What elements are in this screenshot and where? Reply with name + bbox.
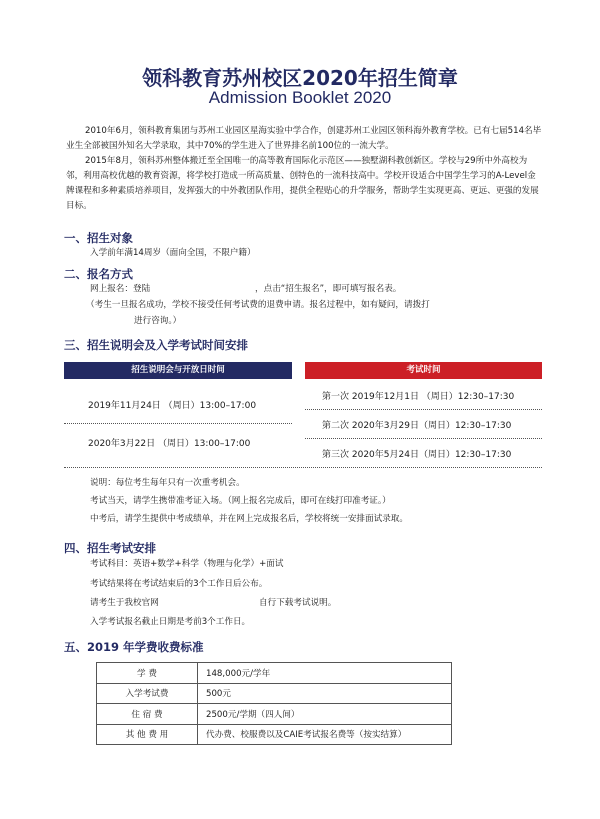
open-day-header: 招生说明会与开放日时间 — [64, 362, 292, 379]
divider — [64, 467, 542, 468]
section-4-line-3b: 自行下载考试说明。 — [259, 598, 337, 608]
divider — [305, 438, 542, 439]
table-row — [97, 683, 452, 704]
page-subtitle: Admission Booklet 2020 — [208, 88, 392, 107]
intro-paragraph-2: 2015年8月，领科苏州整体搬迁至全国唯一的高等教育国际化示范区——独墅湖科教创新区。学校与29所中外高校为邻，利用高校优越的教育资源，将学校打造成一所高质量、创特色的一流科技高中。学校开设适合中国学生学习的A-Level金牌课程和多种素质培养项目，发挥强大的中外教团队作用，提供全程贴心的升学服务，帮助学生实现更高、更远、更强的发展目标。 — [66, 156, 539, 211]
fee-label: 入学考试费 — [97, 683, 198, 704]
fee-value: 148,000元/学年 — [198, 663, 452, 684]
fee-value: 500元 — [198, 683, 452, 704]
table-row — [97, 663, 452, 684]
intro-text — [66, 124, 544, 214]
section-4-heading: 四、招生考试安排 — [64, 541, 156, 555]
page-title: 领科教育苏州校区2020年招生简章 — [142, 66, 458, 90]
table-row — [97, 704, 452, 725]
exam-1: 第一次 2019年12月1日 （周日）12:30–17:30 — [322, 392, 515, 402]
fee-value: 代办费、校服费以及CAIE考试报名费等（按实结算） — [198, 724, 452, 745]
section-2-line-3: 进行咨询。） — [134, 316, 182, 326]
section-1-heading: 一、招生对象 — [64, 231, 133, 245]
exam-2: 第二次 2020年3月29日（周日）12:30–17:30 — [322, 421, 512, 431]
section-5-heading: 五、2019 年学费收费标准 — [64, 640, 204, 654]
section-2-line-1a: 网上报名：登陆 — [90, 284, 151, 294]
section-4-line-3a: 请考生于我校官网 — [90, 598, 159, 608]
section-3-note-2: 考试当天，请学生携带准考证入场。（网上报名完成后，即可在线打印准考证。） — [90, 496, 391, 506]
section-2-heading: 二、报名方式 — [64, 267, 133, 281]
open-day-1: 2019年11月24日 （周日）13:00–17:00 — [88, 401, 257, 411]
section-3-note-1: 说明：每位考生每年只有一次重考机会。 — [90, 478, 245, 488]
section-3-heading: 三、招生说明会及入学考试时间安排 — [64, 338, 248, 352]
section-4-line-1: 考试科目：英语+数学+科学（物理与化学）+面试 — [90, 559, 284, 569]
section-3-note-3: 中考后，请学生提供中考成绩单，并在网上完成报名后，学校将统一安排面试录取。 — [90, 514, 408, 524]
section-2-line-1b: ，点击“招生报名”，即可填写报名表。 — [255, 284, 402, 294]
section-2-line-2: （考生一旦报名成功，学校不接受任何考试费的退费申请。报名过程中，如有疑问，请拨打 — [86, 300, 430, 310]
open-day-2: 2020年3月22日 （周日）13:00–17:00 — [88, 439, 251, 449]
fee-label: 其 他 费 用 — [97, 724, 198, 745]
divider — [305, 409, 542, 410]
intro-paragraph-1: 2010年6月，领科教育集团与苏州工业园区星海实验中学合作，创建苏州工业园区领科海外教育学校。已有七届514名毕业生全部被国外知名大学录取，其中70%的学生进入了世界排名前100位的一流大学。 — [66, 126, 542, 151]
fee-label: 住 宿 费 — [97, 704, 198, 725]
table-row — [97, 724, 452, 745]
section-4-line-2: 考试结果将在考试结束后的3个工作日后公布。 — [90, 579, 268, 589]
fee-label: 学 费 — [97, 663, 198, 684]
exam-3: 第三次 2020年5月24日（周日）12:30–17:30 — [322, 450, 512, 460]
section-1-text: 入学前年满14周岁（面向全国，不限户籍） — [90, 248, 256, 258]
fee-table — [96, 662, 452, 745]
section-4-line-4: 入学考试报名截止日期是考前3个工作日。 — [90, 617, 251, 627]
exam-time-header: 考试时间 — [305, 362, 542, 379]
divider — [64, 423, 292, 424]
fee-value: 2500元/学期（四人间） — [198, 704, 452, 725]
